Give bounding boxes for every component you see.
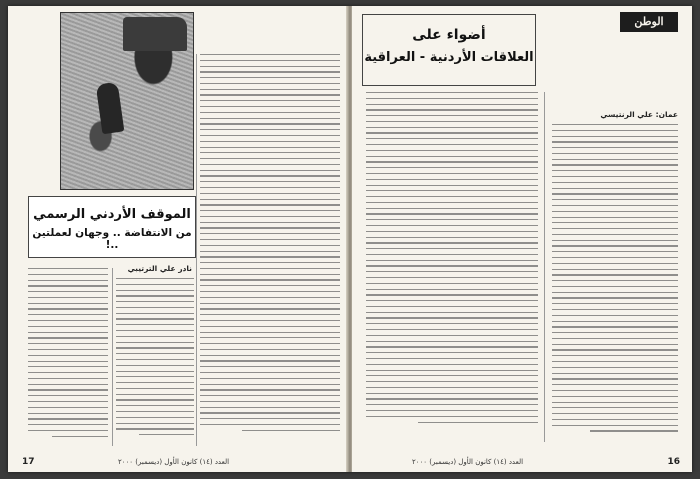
- right-footer: العدد (١٤) كانون الأول (ديسمبر) ٢٠٠٠: [412, 458, 524, 466]
- left-byline: نادر علي الترتيبي: [127, 264, 192, 273]
- left-title-line2: من الانتفاضة .. وجهان لعملتين ..!: [32, 226, 192, 252]
- right-page-column-left: [366, 92, 538, 427]
- left-headline-box: [28, 196, 196, 258]
- right-page-number: 16: [667, 457, 680, 467]
- stone-thrower-image: [96, 82, 125, 135]
- left-title-line1: الموقف الأردني الرسمي: [33, 207, 191, 222]
- right-page: [352, 6, 692, 472]
- right-title-line2: العلاقات الأردنية - العراقية: [364, 49, 534, 65]
- right-page-column-right: [552, 124, 678, 436]
- magazine-logo: الوطن: [620, 12, 678, 32]
- right-byline: عمان: علي الرنتيسي: [600, 110, 678, 119]
- left-footer: العدد (١٤) كانون الأول (ديسمبر) ٢٠٠٠: [118, 458, 230, 466]
- magazine-spread: [8, 6, 692, 472]
- left-page: [8, 6, 348, 472]
- left-page-column-middle: [116, 278, 194, 440]
- military-vehicle-image: [123, 17, 187, 51]
- right-headline-box: [362, 14, 536, 86]
- left-page-column-right: [200, 54, 340, 436]
- left-page-number: 17: [22, 457, 35, 467]
- left-page-column-left: [28, 268, 108, 441]
- intifada-photo: [60, 12, 194, 190]
- right-title-line1: أضواء على: [412, 27, 486, 43]
